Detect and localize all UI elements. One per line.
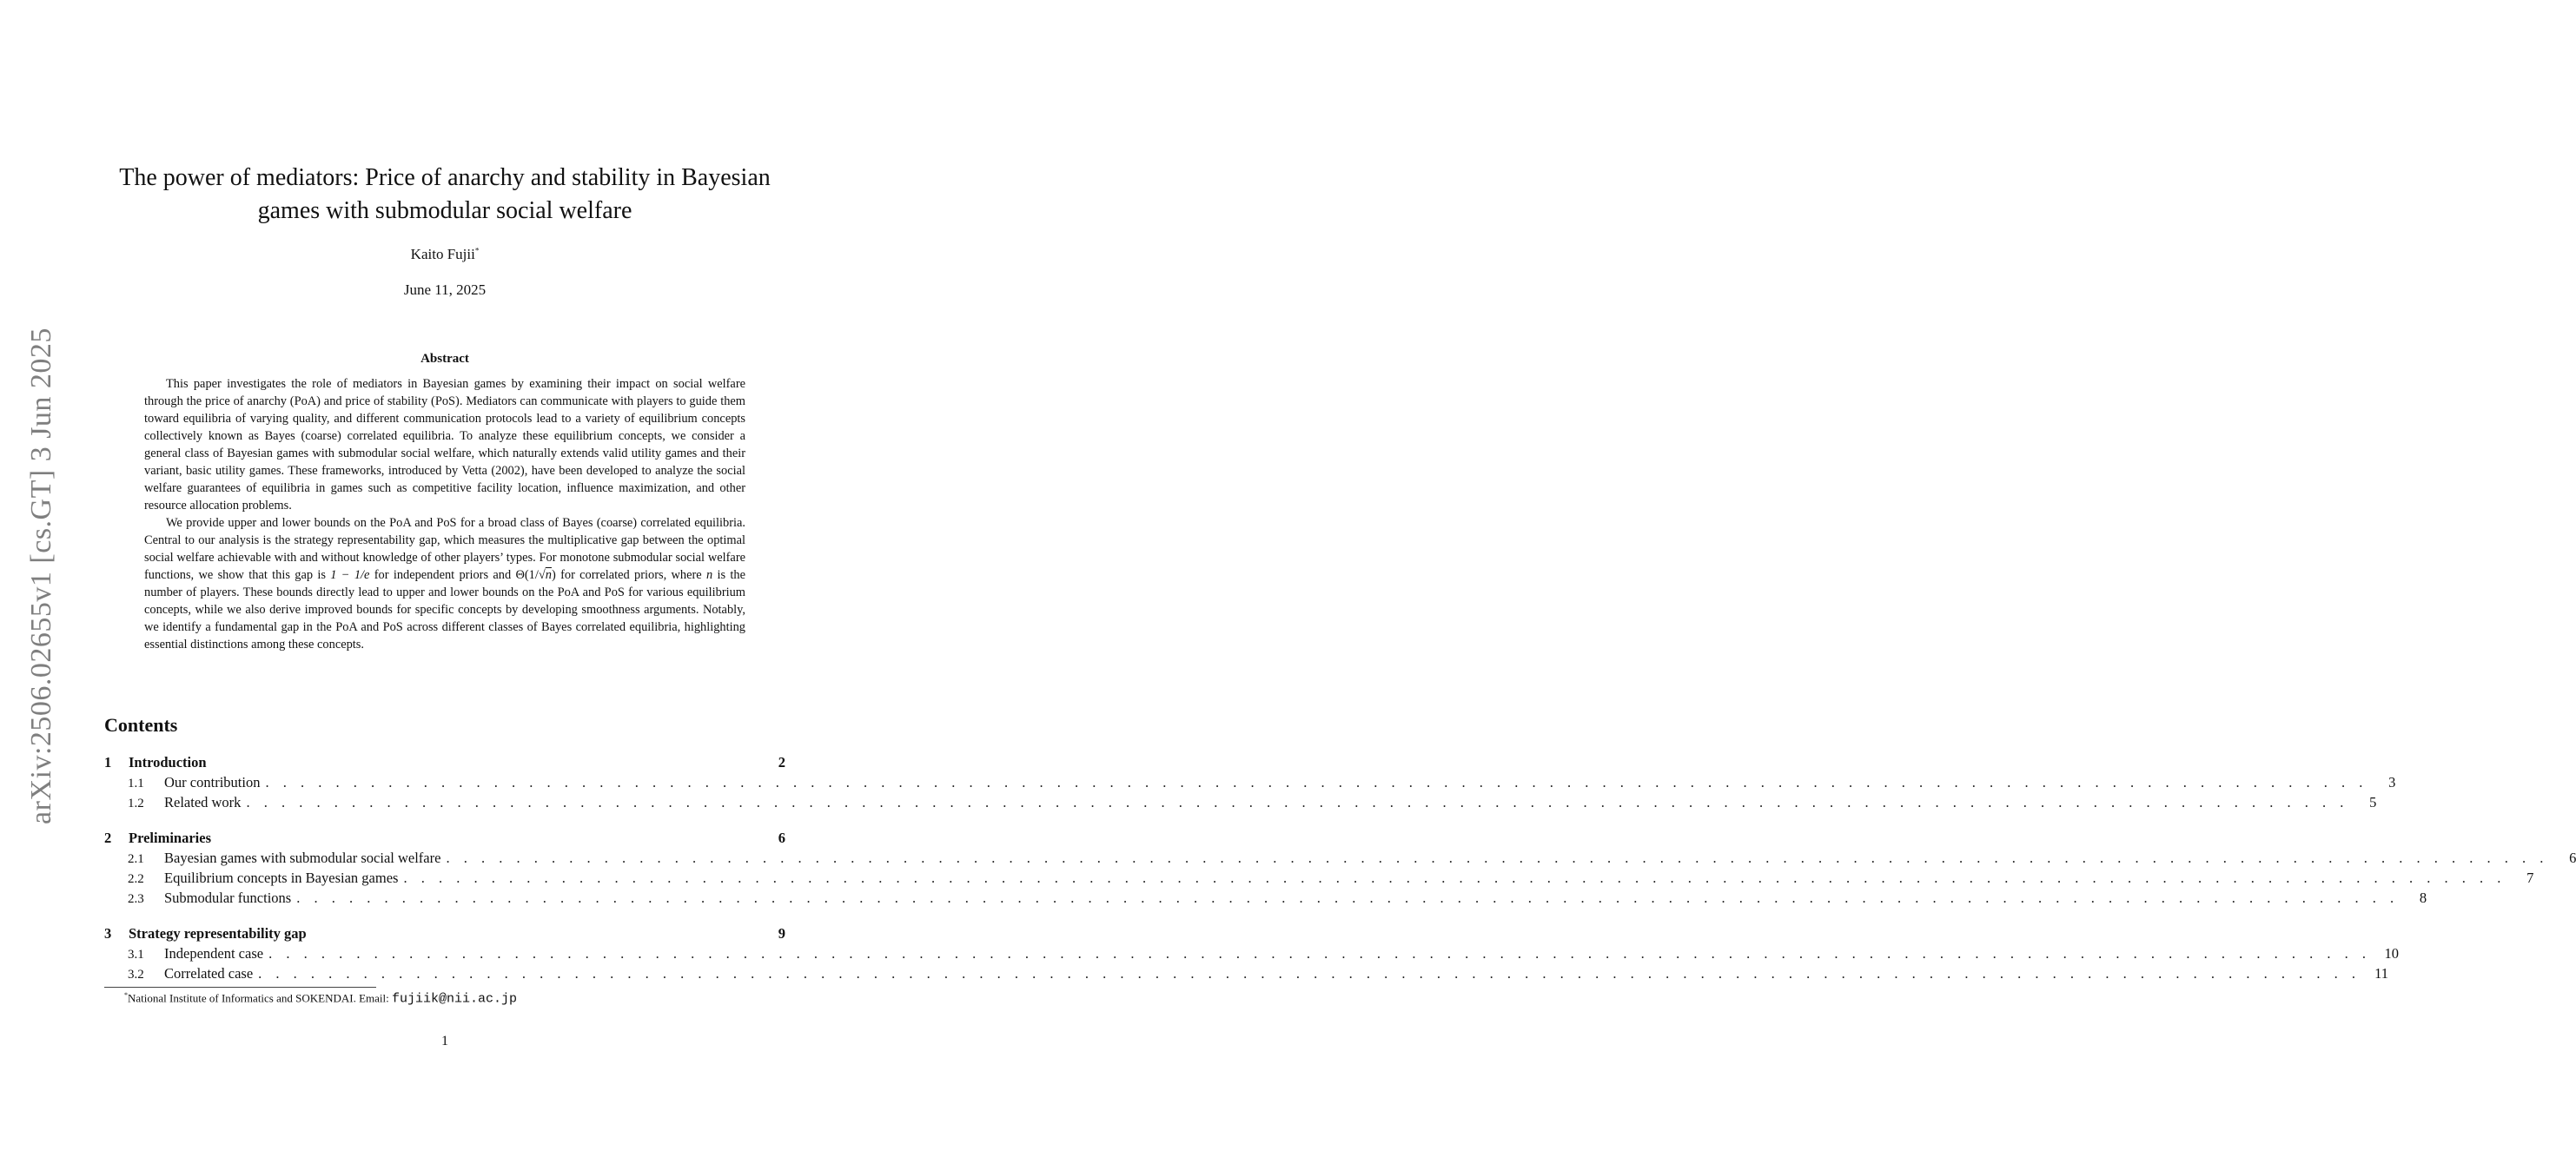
toc-subsection-page: 11: [2374, 965, 2389, 982]
table-of-contents: [104, 754, 2576, 1001]
abstract-text: is the number of players. These bounds directly lead to upper and lower bounds on the PoA and PoS for various equilibrium concepts, while we also derive improved bounds for specific concepts by developing smoothness arguments. Notably, we identify a fundamental gap in the PoA and PoS across different classes of Bayes correlated equilibria, highlighting essential distinctions among these concepts.: [144, 568, 746, 652]
toc-section-entry[interactable]: [104, 830, 785, 850]
contents-heading: Contents: [104, 714, 178, 736]
toc-section-number: 2: [104, 830, 112, 846]
abstract-text: for independent priors and: [374, 568, 512, 582]
footnote-mark: *: [124, 991, 128, 999]
toc-section: [104, 754, 2396, 814]
toc-section-title: Introduction: [129, 754, 207, 771]
toc-leader-dots: . . . . . . . . . . . . . . . . . . . . . . . . . . . . . . . . . . . . . . . . . . . . . . . . . . . . . . . . . . . . . . . . . . . . . . . . . . . . . . . . . . . . . . . . . . . . . . . . . . . . . . . . . . . . . . . . . . . . . . . .: [446, 850, 2549, 866]
toc-subsection-page: 6: [2569, 850, 2576, 866]
toc-subsection-number: 1.1: [128, 777, 144, 790]
toc-subsection-number: 3.1: [128, 948, 144, 962]
toc-leader-dots: . . . . . . . . . . . . . . . . . . . . . . . . . . . . . . . . . . . . . . . . . . . . . . . . . . . . . . . . . . . . . . . . . . . . . . . . . . . . . . . . . . . . . . . . . . . . . . . . . . . . . . . . . . . . . . . . . . . . . . . .: [296, 890, 2400, 906]
toc-section-page: 2: [778, 754, 785, 771]
toc-subsection-number: 1.2: [128, 797, 144, 810]
math-variable: n: [545, 568, 552, 582]
toc-subsection-entry[interactable]: [104, 890, 2427, 910]
toc-leader-dots: . . . . . . . . . . . . . . . . . . . . . . . . . . . . . . . . . . . . . . . . . . . . . . . . . . . . . . . . . . . . . . . . . . . . . . . . . . . . . . . . . . . . . . . . . . . . . . . . . . . . . . . . . . . . . . . . . . . . . . . .: [268, 945, 2371, 962]
footnote-text: National Institute of Informatics and SOKENDAI. Email:: [128, 991, 389, 1005]
toc-subsection-number: 2.1: [128, 852, 144, 866]
toc-subsection-entry[interactable]: [104, 870, 2534, 890]
author-name: Kaito Fujii: [410, 246, 475, 262]
toc-section-number: 1: [104, 754, 112, 771]
toc-leader-dots: . . . . . . . . . . . . . . . . . . . . . . . . . . . . . . . . . . . . . . . . . . . . . . . . . . . . . . . . . . . . . . . . . . . . . . . . . . . . . . . . . . . . . . . . . . . . . . . . . . . . . . . . . . . . . . . . . . . . . . . .: [258, 965, 2361, 982]
toc-subsection-page: 10: [2384, 945, 2399, 962]
abstract-text: for correlated priors, where: [560, 568, 702, 582]
toc-subsection-entry[interactable]: [104, 794, 2377, 814]
toc-leader-dots: . . . . . . . . . . . . . . . . . . . . . . . . . . . . . . . . . . . . . . . . . . . . . . . . . . . . . . . . . . . . . . . . . . . . . . . . . . . . . . . . . . . . . . . . . . . . . . . . . . . . . . . . . . . . . . . . . . . . . . . .: [403, 870, 2506, 886]
author-line: [0, 246, 890, 263]
toc-subsection-title: Our contribution: [164, 774, 261, 790]
toc-section-entry[interactable]: [104, 925, 785, 945]
author-footnote-mark: *: [474, 246, 480, 255]
toc-subsection-entry[interactable]: [104, 774, 2396, 794]
toc-subsection-number: 2.2: [128, 872, 144, 886]
toc-section: [104, 830, 2576, 910]
toc-subsection-title: Related work: [164, 794, 242, 810]
toc-section-page: 6: [778, 830, 785, 846]
toc-section-number: 3: [104, 925, 112, 942]
toc-subsection-title: Submodular functions: [164, 890, 292, 906]
toc-section-title: Strategy representability gap: [129, 925, 307, 942]
arxiv-identifier-text: arXiv:2506.02655v1 [cs.GT] 3 Jun 2025: [25, 327, 58, 824]
abstract-paragraph-2: [144, 514, 745, 653]
math-expression: [515, 568, 555, 582]
abstract-heading: Abstract: [421, 352, 469, 366]
toc-subsection-number: 3.2: [128, 968, 144, 982]
math-part: ): [551, 568, 556, 582]
toc-section: [104, 925, 2399, 985]
paper-date: June 11, 2025: [403, 281, 487, 298]
abstract-body: [144, 375, 745, 653]
toc-subsection-page: 5: [2369, 794, 2377, 810]
paper-title: The power of mediators: Price of anarchy and stability in Bayesian games with submodular social welfare: [119, 164, 771, 224]
toc-subsection-title: Bayesian games with submodular social welfare: [164, 850, 441, 866]
toc-subsection-title: Correlated case: [164, 965, 254, 982]
toc-subsection-entry[interactable]: [104, 965, 2389, 985]
toc-subsection-title: Independent case: [164, 945, 264, 962]
arxiv-identifier-stamp: [16, 327, 68, 824]
abstract-text: We provide upper and lower bounds on the PoA and PoS for a broad class of Bayes (coarse) correlated equilibria. Central to our analysis is the strategy representability gap, which measures the multiplicative gap between the optimal social welfare achievable with and without knowledge of other players’ types. For monotone submodular social welfare functions, we show that this gap is: [144, 516, 745, 582]
toc-subsection-page: 8: [2419, 890, 2427, 906]
toc-subsection-entry[interactable]: [104, 945, 2399, 965]
toc-section-title: Preliminaries: [129, 830, 212, 846]
math-expression: 1 − 1/e: [330, 568, 370, 582]
page-number: 1: [441, 1034, 448, 1048]
math-variable: n: [705, 568, 713, 582]
footnote: [124, 991, 517, 1006]
abstract-paragraph-1: This paper investigates the role of mediators in Bayesian games by examining their impact on social welfare through the price of anarchy (PoA) and price of stability (PoS). Mediators can communicate with players to guide them toward equilibria of varying quality, and different communication protocols lead to a variety of equilibrium concepts collectively known as Bayes (coarse) correlated equilibria. To analyze these equilibrium concepts, we consider a general class of Bayesian games with submodular social welfare, which naturally extends valid utility games and their variant, basic utility games. These frameworks, introduced by Vetta (2002), have been developed to analyze the social welfare guarantees of equilibria in games such as competitive facility location, influence maximization, and other resource allocation problems.: [144, 377, 745, 513]
toc-leader-dots: . . . . . . . . . . . . . . . . . . . . . . . . . . . . . . . . . . . . . . . . . . . . . . . . . . . . . . . . . . . . . . . . . . . . . . . . . . . . . . . . . . . . . . . . . . . . . . . . . . . . . . . . . . . . . . . . . . . . . . . .: [265, 774, 2368, 790]
toc-subsection-page: 3: [2388, 774, 2396, 790]
footnote-divider: [104, 987, 376, 988]
footnote-email[interactable]: fujiik@nii.ac.jp: [392, 991, 518, 1007]
toc-section-page: 9: [778, 925, 785, 942]
toc-section-entry[interactable]: [104, 754, 785, 774]
toc-leader-dots: . . . . . . . . . . . . . . . . . . . . . . . . . . . . . . . . . . . . . . . . . . . . . . . . . . . . . . . . . . . . . . . . . . . . . . . . . . . . . . . . . . . . . . . . . . . . . . . . . . . . . . . . . . . . . . . . . . . . . . . .: [246, 794, 2349, 810]
toc-subsection-entry[interactable]: [104, 850, 2576, 870]
toc-subsection-title: Equilibrium concepts in Bayesian games: [164, 870, 399, 886]
math-part: Θ(1/√: [515, 568, 546, 582]
toc-subsection-page: 7: [2526, 870, 2534, 886]
toc-subsection-number: 2.3: [128, 892, 144, 906]
